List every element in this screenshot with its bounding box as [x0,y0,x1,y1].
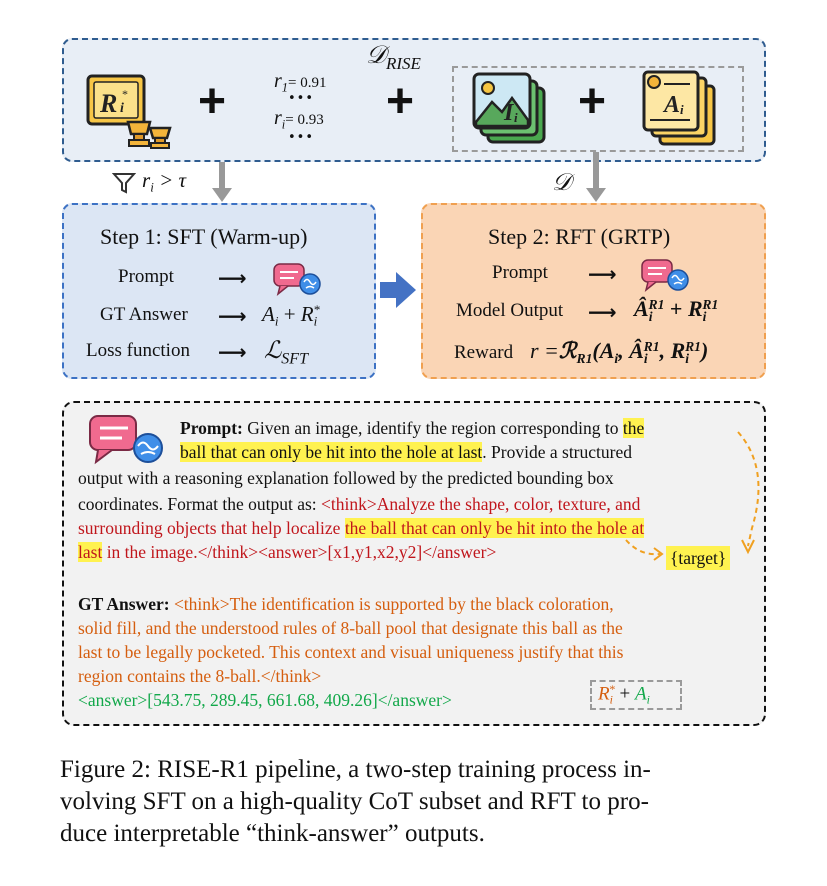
step1-loss-value: ℒ$_{SFT}$ [264,338,308,368]
plus-sign-2: + [386,75,415,128]
gt-answer-line: <answer>[543.75, 289.45, 661.68, 409.26]</answer> [78,690,452,710]
reward-score-i: $r_i= 0.93$ [274,107,324,132]
svg-text:*: * [122,87,128,101]
step2-output-label: Model Output [456,300,564,321]
gt-line-3: last to be legally pocketed. This context and visual uniqueness justify that this [78,642,624,662]
step1-prompt-label: Prompt [118,266,174,287]
svg-text:i: i [680,102,684,117]
rationale-trophy-icon [84,72,180,152]
gt-line-1: GT Answer: <think>The identification is supported by the black coloration, [78,594,614,614]
dataset-title: 𝒟$_{RISE}$ [366,40,421,73]
flow-arrow-step1-to-step2 [380,270,418,315]
gt-line-2: solid fill, and the understood rules of 8-ball pool that designate this ball as the [78,618,623,638]
gt-legend: $R_i^* + A_i$ [590,680,682,710]
filter-icon [112,172,136,199]
step2-prompt-arrow: ⟶ [588,262,617,286]
step1-loss-label: Loss function [86,340,190,361]
filter-condition: $r_i > \tau$ [142,168,186,195]
down-arrow-filter [212,162,232,209]
step2-title: Step 2: RFT (GRTP) [488,224,671,249]
plus-sign-1: + [198,75,227,128]
svg-text:i: i [514,110,518,125]
caption-line-2: volving SFT on a high-quality CoT subset and RFT to pro- [60,788,649,815]
step2-reward-formula: $r =ℛ_{R1}(A_i$, $Â_i^{R1}$, $R_i^{R1}$) [530,338,709,366]
prompt-line-4: coordinates. Format the output as: <think>Analyze the shape, color, texture, and [78,494,641,514]
reward-score-1: $r_1= 0.91$ [274,70,327,95]
step1-gt-value: $A_i + R_i^*$ [262,302,320,329]
step2-prompt-label: Prompt [492,262,548,283]
step1-gt-arrow: ⟶ [218,304,247,328]
prompt-line-3: output with a reasoning explanation followed by the predicted bounding box [78,468,614,488]
down-arrow-subset [586,152,606,209]
figure-caption [60,754,780,850]
plus-sign-3: + [578,75,607,128]
svg-text:R: R [100,89,118,118]
subset-label: 𝒟 [552,168,572,196]
gt-line-4: region contains the 8-ball.</think> [78,666,322,686]
target-placeholder: {target} [666,546,730,570]
image-stack-icon [470,70,550,148]
caption-line-1: Figure 2: RISE-R1 pipeline, a two-step training process in- [60,756,651,783]
step2-reward-label: Reward [454,342,514,363]
step2-output-arrow: ⟶ [588,300,617,324]
step1-chat-brain-icon [272,262,322,301]
example-chat-brain-icon [88,414,168,471]
svg-text:I: I [504,100,514,126]
ellipsis-1: ••• [288,91,315,106]
svg-text:A: A [664,92,681,118]
step2-chat-brain-icon [640,258,690,297]
svg-text:i: i [120,101,124,116]
step1-title: Step 1: SFT (Warm-up) [100,224,308,249]
ellipsis-2: ••• [288,130,315,145]
step1-loss-arrow: ⟶ [218,340,247,364]
prompt-line-2: ball that can only be hit into the hole at last. Provide a structured [180,442,632,462]
step1-prompt-arrow: ⟶ [218,266,247,290]
prompt-line-5: surrounding objects that help localize the ball that can only be hit into the hole at [78,518,645,538]
prompt-line-6: last in the image.</think><answer>[x1,y1,x2,y2]</answer> [78,542,497,562]
step2-output-value: $Â_i^{R1} + R_i^{R1}$ [634,296,719,324]
caption-line-3: duce interpretable “think-answer” outputs. [60,820,485,847]
answer-document-icon [640,70,726,150]
step1-gt-label: GT Answer [100,304,188,325]
prompt-line-1: Prompt: Given an image, identify the region corresponding to the [180,418,645,438]
